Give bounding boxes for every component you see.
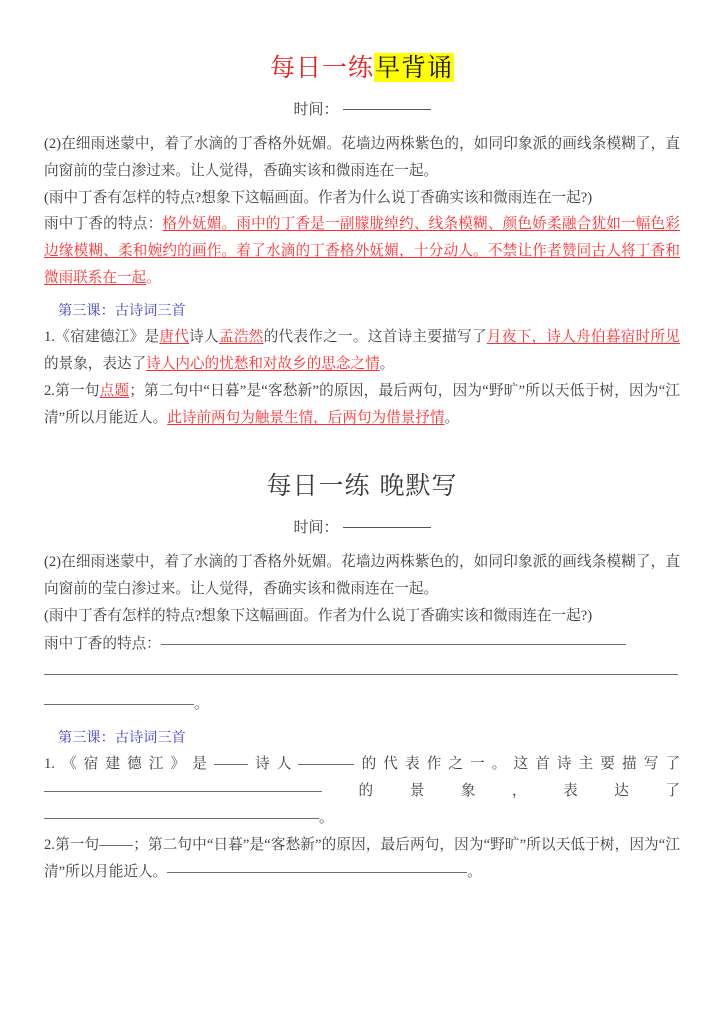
q2-end-bottom: 。 xyxy=(467,863,482,880)
question-2-top xyxy=(44,378,680,432)
q1-mid3-top: 的景象，表达了 xyxy=(44,356,147,373)
q1-blank-scene[interactable] xyxy=(44,791,288,792)
q1-answer-scene-top: 月夜下，诗人舟伯暮宿时所见 xyxy=(486,329,680,346)
answer-period-bottom: 。 xyxy=(194,695,209,712)
page-title-top-red: 每日一练 xyxy=(269,53,374,82)
time-blank-top[interactable] xyxy=(343,109,431,110)
q1-answer-dynasty-top: 唐代 xyxy=(159,329,190,346)
question-1-bottom xyxy=(44,751,680,832)
answer-blank-line-3[interactable] xyxy=(44,704,194,705)
q1-blank-dynasty[interactable] xyxy=(214,764,248,765)
q1-pre-bottom: 1.《宿建德江》是 xyxy=(44,755,214,772)
question-text-bottom: (雨中丁香有怎样的特点?想象下这幅画面。作者为什么说丁香确实该和微雨连在一起?) xyxy=(44,607,593,624)
q1-mid1-top: 诗人 xyxy=(189,329,219,346)
lesson-heading-bottom: 第三课：古诗词三首 xyxy=(58,729,186,746)
answer-blank-line-1[interactable] xyxy=(161,644,626,645)
time-row-bottom xyxy=(44,516,680,537)
answer-blank-line-2[interactable] xyxy=(44,674,678,675)
q2-mid-top: ；第二句中“日暮”是“客愁新”的原因，最后两句，因为“野旷”所以天低于树，因为“江清”所以月能近人。 xyxy=(44,383,680,427)
question-1-top xyxy=(44,324,680,378)
q2-blank-technique[interactable] xyxy=(167,872,467,873)
q1-answer-poet-top: 孟浩然 xyxy=(218,329,264,346)
q1-answer-emotion-top: 诗人内心的忧愁和对故乡的思念之情 xyxy=(146,356,380,373)
time-blank-bottom[interactable] xyxy=(343,527,431,528)
q1-end-top: 。 xyxy=(379,356,395,373)
q2-blank-theme[interactable] xyxy=(99,845,133,846)
q1-mid2-bottom: 的代表作之一。这首诗主要描写了 xyxy=(354,755,680,772)
question-text-top: (雨中丁香有怎样的特点?想象下这幅画面。作者为什么说丁香确实该和微雨连在一起?) xyxy=(44,190,593,207)
passage-text-bottom: (2)在细雨迷蒙中，着了水滴的丁香格外妩媚。花墙边两株紫色的，如同印象派的画线条模糊了，直向窗前的莹白渗过来。让人觉得，香确实该和微雨连在一起。 xyxy=(44,553,680,597)
q2-mid-bottom: ；第二句中“日暮”是“客愁新”的原因，最后两句，因为“野旷”所以天低于树，因为“江清”所以月能近人。 xyxy=(44,836,680,880)
q2-end-top: 。 xyxy=(444,410,460,427)
answer-label-bottom: 雨中丁香的特点： xyxy=(44,635,161,652)
time-row-top xyxy=(44,98,680,119)
answer-label-top: 雨中丁香的特点： xyxy=(44,216,163,233)
q1-mid2-top: 的代表作之一。这首诗主要描写了 xyxy=(263,329,487,346)
answer-blank-row-1 xyxy=(44,629,680,659)
answer-block-top xyxy=(44,211,680,292)
q2-pre-top: 2.第一句 xyxy=(44,383,100,400)
q1-mid1-bottom: 诗人 xyxy=(247,755,299,772)
q2-pre-bottom: 2.第一句 xyxy=(44,836,100,853)
q1-end-bottom: 。 xyxy=(319,809,334,826)
q1-mid3-bottom: 的景象，表达了 xyxy=(322,782,680,799)
lesson-heading-top: 第三课：古诗词三首 xyxy=(58,303,186,320)
q2-answer-theme-top: 点题 xyxy=(99,383,130,400)
answer-blank-row-2 xyxy=(44,659,680,689)
q1-blank-scene-cont[interactable] xyxy=(288,791,322,792)
answer-blank-row-3 xyxy=(44,689,680,719)
time-label-bottom: 时间： xyxy=(293,519,339,536)
page-title-top xyxy=(44,52,680,84)
q2-answer-technique-top: 此诗前两句为触景生情，后两句为借景抒情 xyxy=(167,410,445,427)
answer-text-top: 格外妩媚。雨中的丁香是一副朦胧绰约、线条模糊、颜色娇柔融合犹如一幅色彩边缘模糊、柔和婉约的画作。着了水滴的丁香格外妩媚，十分动人。不禁让作者赞同古人将丁香和微雨联系在一起 xyxy=(44,216,680,287)
q1-blank-poet[interactable] xyxy=(298,764,354,765)
time-label-top: 时间： xyxy=(293,102,339,119)
q1-pre-top: 1.《宿建德江》是 xyxy=(44,329,160,346)
answer-period-top: 。 xyxy=(146,270,161,287)
page-title-top-highlight: 早背诵 xyxy=(375,53,454,82)
page-title-bottom: 每日一练 晚默写 xyxy=(266,471,458,501)
passage-text-top: (2)在细雨迷蒙中，着了水滴的丁香格外妩媚。花墙边两株紫色的，如同印象派的画线条模糊了，直向窗前的莹白渗过来。让人觉得，香确实该和微雨连在一起。 xyxy=(44,136,680,180)
q1-blank-emotion[interactable] xyxy=(44,818,319,819)
question-2-bottom xyxy=(44,832,680,886)
